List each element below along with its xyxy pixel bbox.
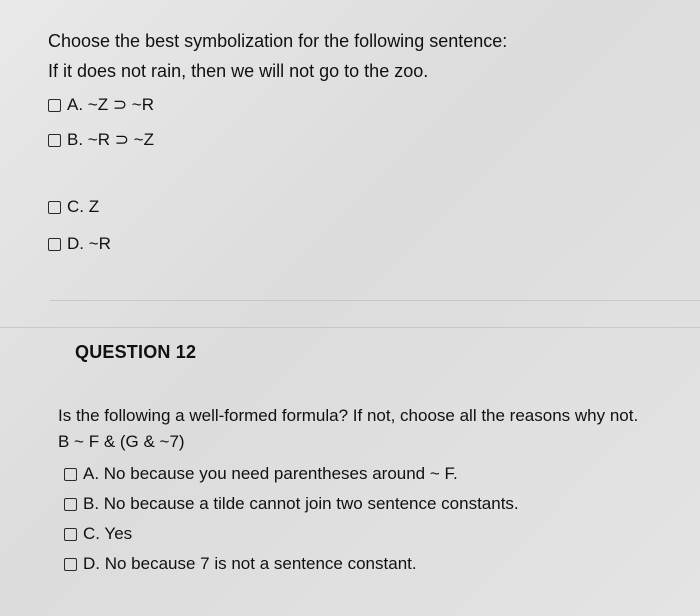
option-label: B. No because a tilde cannot join two sentence constants. (83, 494, 519, 513)
checkbox[interactable] (64, 558, 77, 571)
checkbox[interactable] (64, 528, 77, 541)
question-prompt: Choose the best symbolization for the following sentence: (48, 31, 508, 51)
question-12 (58, 403, 688, 579)
option-b[interactable] (48, 129, 668, 151)
option-a[interactable] (48, 94, 668, 116)
option-b[interactable] (58, 489, 688, 519)
option-label: D. No because 7 is not a sentence constant. (83, 554, 417, 573)
question-prompt: Is the following a well-formed formula? If not, choose all the reasons why not. (58, 406, 639, 425)
option-d[interactable] (48, 233, 668, 255)
option-c[interactable] (48, 196, 668, 218)
checkbox[interactable] (48, 238, 61, 251)
option-c[interactable] (58, 519, 688, 549)
divider (0, 327, 700, 328)
checkbox[interactable] (48, 201, 61, 214)
checkbox[interactable] (48, 99, 61, 112)
checkbox[interactable] (64, 498, 77, 511)
formula: B ~ F & (G & ~7) (58, 432, 185, 451)
option-a[interactable] (58, 459, 688, 489)
question-sentence: If it does not rain, then we will not go to the zoo. (48, 61, 429, 81)
checkbox[interactable] (48, 134, 61, 147)
option-label: B. ~R ⊃ ~Z (67, 130, 154, 149)
option-label: A. No because you need parentheses around ~ F. (83, 464, 458, 483)
question-heading: QUESTION 12 (75, 342, 197, 362)
checkbox[interactable] (64, 468, 77, 481)
option-d[interactable] (58, 549, 688, 579)
divider (50, 300, 700, 301)
option-label: A. ~Z ⊃ ~R (67, 95, 154, 114)
option-label: C. Z (67, 197, 100, 216)
option-label: D. ~R (67, 234, 111, 253)
option-label: C. Yes (83, 524, 133, 543)
question-11 (48, 26, 668, 255)
